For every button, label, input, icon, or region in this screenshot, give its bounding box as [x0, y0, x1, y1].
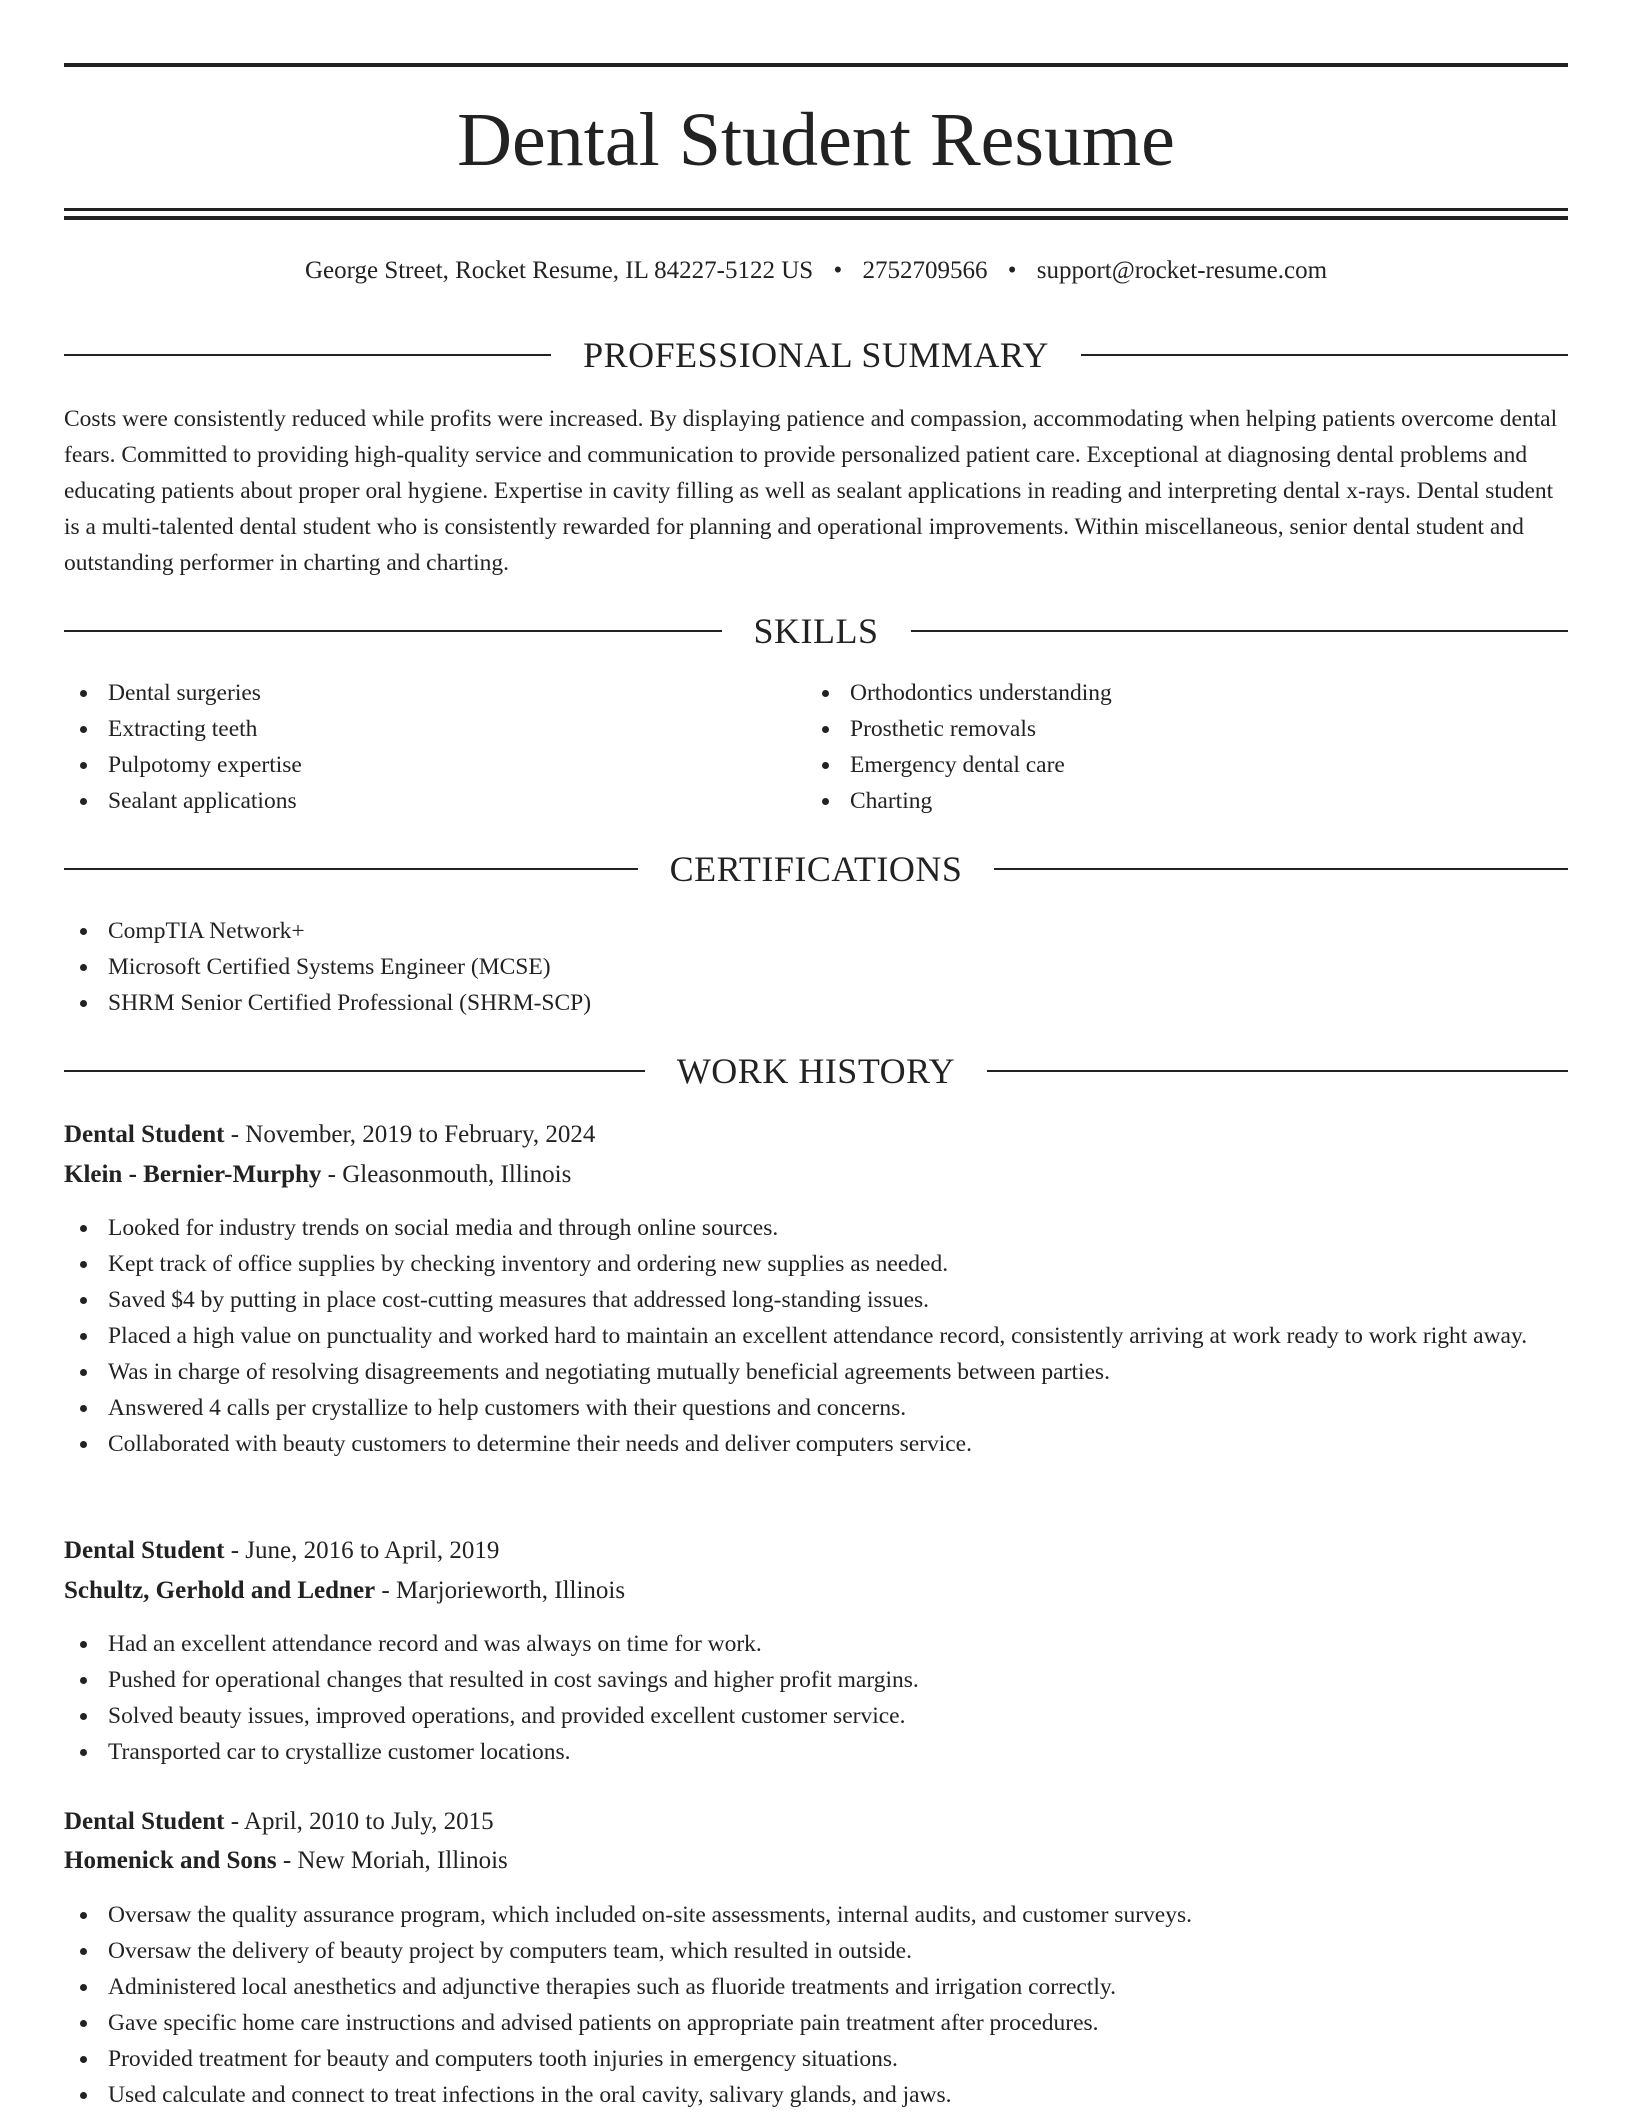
job-title-line: [64, 1805, 1568, 1839]
resume-title: Dental Student Resume: [457, 98, 1175, 182]
job-title-line: [64, 1118, 1568, 1152]
job-title: Dental Student: [64, 1537, 225, 1564]
contact-phone: 2752709566: [862, 257, 988, 284]
divider-line: [64, 868, 638, 870]
title-double-rule: [64, 208, 1568, 220]
job-duty-item: Administered local anesthetics and adjunctive therapies such as fluoride treatments and irrigation correctly.: [64, 1969, 1568, 2005]
job-duty-item: Kept track of office supplies by checking inventory and ordering new supplies as needed.: [64, 1246, 1568, 1282]
job-duty-item: Gave specific home care instructions and advised patients on appropriate pain treatment after procedures.: [64, 2005, 1568, 2041]
divider-line: [994, 868, 1568, 870]
skill-item: Pulpotomy expertise: [64, 747, 764, 783]
job-location: - Gleasonmouth, Illinois: [321, 1161, 572, 1188]
job-dates: - April, 2010 to July, 2015: [224, 1808, 494, 1835]
job-company-line: [64, 1158, 1568, 1192]
skill-item: Dental surgeries: [64, 675, 764, 711]
skill-item: Extracting teeth: [64, 711, 764, 747]
job-company: Klein - Bernier-Murphy: [64, 1161, 322, 1188]
top-rule: [64, 63, 1568, 67]
job-dates: - November, 2019 to February, 2024: [224, 1121, 596, 1148]
job-duty-item: Oversaw the quality assurance program, which included on-site assessments, internal audits, and customer surveys.: [64, 1897, 1568, 1933]
job-duty-item: Solved beauty issues, improved operations, and provided excellent customer service.: [64, 1698, 1568, 1734]
job-title-line: [64, 1534, 1568, 1568]
job-company-line: [64, 1844, 1568, 1878]
certification-item: SHRM Senior Certified Professional (SHRM-SCP): [64, 985, 1568, 1021]
job-title: Dental Student: [64, 1808, 225, 1835]
certification-item: CompTIA Network+: [64, 913, 1568, 949]
certifications-heading: CERTIFICATIONS: [669, 849, 963, 889]
job-company: Schultz, Gerhold and Ledner: [64, 1577, 376, 1604]
work-history-heading: WORK HISTORY: [676, 1051, 956, 1091]
skill-item: Charting: [806, 783, 1506, 819]
skill-item: Emergency dental care: [806, 747, 1506, 783]
skills-list-left: [64, 675, 764, 819]
job-duties-list: [64, 1626, 1568, 1770]
certifications-section-header: [64, 847, 1568, 891]
certification-item: Microsoft Certified Systems Engineer (MCSE): [64, 949, 1568, 985]
skills-list-right: [806, 675, 1506, 819]
divider-line: [1081, 354, 1568, 356]
work-history-section-header: [64, 1049, 1568, 1093]
job-duty-item: Pushed for operational changes that resulted in cost savings and higher profit margins.: [64, 1662, 1568, 1698]
skill-item: Sealant applications: [64, 783, 764, 819]
job-location: - Marjorieworth, Illinois: [375, 1577, 626, 1604]
job-duty-item: Transported car to crystallize customer locations.: [64, 1734, 1568, 1770]
skill-item: Prosthetic removals: [806, 711, 1506, 747]
job-duty-item: Had an excellent attendance record and was always on time for work.: [64, 1626, 1568, 1662]
divider-line: [64, 1070, 645, 1072]
job-duties-list: [64, 1897, 1568, 2112]
job-duty-item: Used calculate and connect to treat infections in the oral cavity, salivary glands, and jaws.: [64, 2077, 1568, 2112]
contact-separator: •: [1007, 257, 1017, 284]
job-duty-item: Answered 4 calls per crystallize to help customers with their questions and concerns.: [64, 1390, 1568, 1426]
divider-line: [911, 630, 1569, 632]
job-duty-item: Oversaw the delivery of beauty project by computers team, which resulted in outside.: [64, 1933, 1568, 1969]
skill-item: Orthodontics understanding: [806, 675, 1506, 711]
contact-separator: •: [833, 257, 843, 284]
job-company-line: [64, 1574, 1568, 1608]
job-company: Homenick and Sons: [64, 1847, 277, 1874]
job-duty-item: Provided treatment for beauty and computers tooth injuries in emergency situations.: [64, 2041, 1568, 2077]
divider-line: [987, 1070, 1568, 1072]
summary-heading: PROFESSIONAL SUMMARY: [583, 335, 1049, 375]
contact-address: George Street, Rocket Resume, IL 84227-5122 US: [304, 257, 814, 284]
contact-email: support@rocket-resume.com: [1036, 257, 1328, 284]
job-duty-item: Collaborated with beauty customers to determine their needs and deliver computers service.: [64, 1426, 1568, 1462]
job-dates: - June, 2016 to April, 2019: [224, 1537, 500, 1564]
job-duty-item: Was in charge of resolving disagreements and negotiating mutually beneficial agreements between parties.: [64, 1354, 1568, 1390]
job-location: - New Moriah, Illinois: [276, 1847, 508, 1874]
contact-line: [64, 255, 1568, 287]
certifications-list: [64, 913, 1568, 1021]
job-duties-list: [64, 1210, 1568, 1462]
job-duty-item: Saved $4 by putting in place cost-cutting measures that addressed long-standing issues.: [64, 1282, 1568, 1318]
job-duty-item: Placed a high value on punctuality and worked hard to maintain an excellent attendance record, consistently arriving at work ready to work right away.: [64, 1318, 1568, 1354]
skills-heading: SKILLS: [753, 611, 879, 651]
job-title: Dental Student: [64, 1121, 225, 1148]
summary-section-header: [64, 333, 1568, 377]
divider-line: [64, 630, 722, 632]
job-duty-item: Looked for industry trends on social media and through online sources.: [64, 1210, 1568, 1246]
summary-text: Costs were consistently reduced while profits were increased. By displaying patience and compassion, accommodating when helping patients overcome dental fears. Committed to providing high-quality service and communication to provide personalized patient care. Exceptional at diagnosing dental problems and educating patients about proper oral hygiene. Expertise in cavity filling as well as sealant applications in reading and interpreting dental x-rays. Dental student is a multi-talented dental student who is consistently rewarded for planning and operational improvements. Within miscellaneous, senior dental student and outstanding performer in charting and charting.: [64, 406, 1558, 576]
skills-section-header: [64, 609, 1568, 653]
divider-line: [64, 354, 551, 356]
